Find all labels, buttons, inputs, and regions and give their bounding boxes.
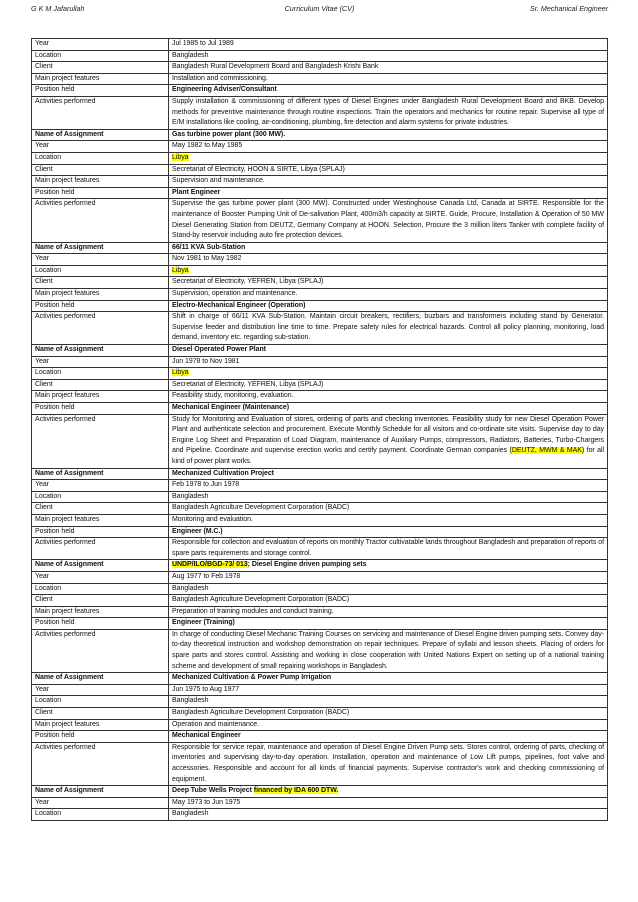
- row-label: Main project features: [32, 606, 169, 618]
- row-label: Position held: [32, 300, 169, 312]
- table-row: [32, 618, 608, 630]
- table-row: [32, 73, 608, 85]
- row-value: Mechanical Engineer: [169, 731, 608, 743]
- row-label: Name of Assignment: [32, 242, 169, 254]
- row-value: Plant Engineer: [169, 187, 608, 199]
- row-value: Secretariat of Electricity, YEFREN, Libya (SPLAJ): [169, 277, 608, 289]
- table-row: [32, 696, 608, 708]
- table-row: [32, 277, 608, 289]
- assignment-row: [32, 345, 608, 357]
- assignment-name-text: ; Diesel Engine driven pumping sets: [247, 561, 367, 569]
- page-header: [31, 4, 608, 16]
- row-label: Year: [32, 571, 169, 583]
- assignment-row: [32, 242, 608, 254]
- row-value: Operation and maintenance.: [169, 719, 608, 731]
- row-value: Bangladesh: [169, 50, 608, 62]
- row-value: Supervision and maintenance.: [169, 176, 608, 188]
- assignment-name: Mechanized Cultivation & Power Pump Irrigation: [169, 673, 608, 685]
- table-row: [32, 480, 608, 492]
- row-value: Mechanical Engineer (Maintenance): [169, 403, 608, 415]
- row-value: Bangladesh Rural Development Board and Bangladesh Krishi Bank: [169, 62, 608, 74]
- row-label: Name of Assignment: [32, 468, 169, 480]
- row-value: [169, 265, 608, 277]
- table-row: [32, 50, 608, 62]
- row-label: Position held: [32, 403, 169, 415]
- table-row: [32, 629, 608, 672]
- row-label: Activities performed: [32, 96, 169, 129]
- row-label: Client: [32, 164, 169, 176]
- row-value: Secretariat of Electricity, HOON & SIRTE, Libya (SPLAJ): [169, 164, 608, 176]
- row-label: Location: [32, 583, 169, 595]
- table-row: [32, 414, 608, 468]
- row-label: Name of Assignment: [32, 129, 169, 141]
- row-value: Jun 1978 to Nov 1981: [169, 356, 608, 368]
- table-row: [32, 187, 608, 199]
- table-row: [32, 595, 608, 607]
- table-row: [32, 368, 608, 380]
- row-label: Name of Assignment: [32, 673, 169, 685]
- assignment-row: [32, 468, 608, 480]
- row-value: [169, 414, 608, 468]
- table-row: [32, 719, 608, 731]
- row-value: Bangladesh: [169, 491, 608, 503]
- assignment-name: 66/11 KVA Sub-Station: [169, 242, 608, 254]
- row-label: Main project features: [32, 719, 169, 731]
- row-value: Shift in charge of 66/11 KVA Sub-Station. Maintain circuit breakers, rectifiers, buzbars and transformers including stand by Generator. Supervise feeder and distribution line time to time. Prepare safety rules for electrical hazards. Control all policy planning, monitoring, load demand, inventory etc. regarding sub-station.: [169, 312, 608, 345]
- row-value: May 1982 to May 1985: [169, 141, 608, 153]
- highlighted-location: Libya: [172, 153, 189, 161]
- assignment-row: [32, 129, 608, 141]
- assignment-name: Gas turbine power plant (300 MW).: [169, 129, 608, 141]
- row-label: Main project features: [32, 514, 169, 526]
- row-label: Location: [32, 491, 169, 503]
- row-label: Activities performed: [32, 538, 169, 560]
- row-value: Electro-Mechanical Engineer (Operation): [169, 300, 608, 312]
- table-row: [32, 141, 608, 153]
- assignment-name: [169, 786, 608, 798]
- row-label: Location: [32, 809, 169, 821]
- table-row: [32, 708, 608, 720]
- highlighted-companies: (DEUTZ, MWM & MAK): [509, 447, 585, 455]
- table-row: [32, 152, 608, 164]
- row-label: Activities performed: [32, 312, 169, 345]
- row-value: Engineer (M.C.): [169, 526, 608, 538]
- row-label: Year: [32, 39, 169, 51]
- table-row: [32, 254, 608, 266]
- row-label: Client: [32, 595, 169, 607]
- row-label: Client: [32, 503, 169, 515]
- row-label: Year: [32, 254, 169, 266]
- table-row: [32, 583, 608, 595]
- table-row: [32, 39, 608, 51]
- row-label: Activities performed: [32, 414, 169, 468]
- table-row: [32, 300, 608, 312]
- row-value: May 1973 to Jun 1975: [169, 797, 608, 809]
- row-label: Year: [32, 141, 169, 153]
- row-label: Client: [32, 62, 169, 74]
- row-value: Secretariat of Electricity, YEFREN, Libya (SPLAJ): [169, 379, 608, 391]
- row-value: Installation and commissioning.: [169, 73, 608, 85]
- row-label: Activities performed: [32, 742, 169, 785]
- row-label: Year: [32, 480, 169, 492]
- table-row: [32, 514, 608, 526]
- row-label: Main project features: [32, 289, 169, 301]
- row-value: Bangladesh: [169, 583, 608, 595]
- highlighted-location: Libya: [172, 369, 189, 377]
- table-row: [32, 176, 608, 188]
- row-label: Location: [32, 50, 169, 62]
- table-row: [32, 491, 608, 503]
- header-doc-title: Curriculum Vitae (CV): [284, 4, 355, 13]
- row-label: Name of Assignment: [32, 786, 169, 798]
- row-label: Name of Assignment: [32, 560, 169, 572]
- table-row: [32, 742, 608, 785]
- row-value: [169, 368, 608, 380]
- row-label: Activities performed: [32, 199, 169, 242]
- assignment-name: Diesel Operated Power Plant: [169, 345, 608, 357]
- row-value: [169, 152, 608, 164]
- row-label: Position held: [32, 731, 169, 743]
- table-row: [32, 289, 608, 301]
- row-value: Bangladesh: [169, 809, 608, 821]
- row-value: Bangladesh Agriculture Development Corporation (BADC): [169, 595, 608, 607]
- row-value: Feb 1978 to Jun 1978: [169, 480, 608, 492]
- row-value: Bangladesh Agriculture Development Corporation (BADC): [169, 708, 608, 720]
- table-row: [32, 797, 608, 809]
- row-label: Position held: [32, 618, 169, 630]
- row-label: Client: [32, 277, 169, 289]
- table-row: [32, 164, 608, 176]
- row-value: Feasibility study, monitoring, evaluation.: [169, 391, 608, 403]
- table-row: [32, 379, 608, 391]
- table-row: [32, 503, 608, 515]
- row-label: Year: [32, 356, 169, 368]
- row-value: Engineering Adviser/Consultant: [169, 85, 608, 97]
- row-label: Client: [32, 708, 169, 720]
- row-value: Monitoring and evaluation.: [169, 514, 608, 526]
- row-label: Main project features: [32, 391, 169, 403]
- row-label: Position held: [32, 85, 169, 97]
- table-row: [32, 526, 608, 538]
- table-row: [32, 571, 608, 583]
- row-value: Aug 1977 to Feb 1978: [169, 571, 608, 583]
- row-label: Location: [32, 696, 169, 708]
- row-value: Responsible for collection and evaluation of reports on monthly Tractor cultivatable lands throughout Bangladesh and preparation of reports of spare parts requirements and storage control.: [169, 538, 608, 560]
- row-label: Location: [32, 368, 169, 380]
- row-value: Supply installation & commissioning of different types of Diesel Engines under Bangladesh Rural Development Board and BKB. Develop methods for preventive maintenance through routine inspections. Train the operators and mechanics for routine repair. Supervise all type of E/M installations like cooling, air-conditioning, plumbing, fire detection and alarm systems for private industries.: [169, 96, 608, 129]
- row-label: Location: [32, 152, 169, 164]
- row-label: Main project features: [32, 176, 169, 188]
- assignment-name: [169, 560, 608, 572]
- row-value: Nov 1981 to May 1982: [169, 254, 608, 266]
- highlighted-location: Libya: [172, 266, 189, 274]
- row-label: Client: [32, 379, 169, 391]
- activities-text: for all kind of power plant works.: [172, 447, 605, 465]
- assignments-table: [31, 38, 608, 821]
- assignment-row: [32, 560, 608, 572]
- table-row: [32, 85, 608, 97]
- table-row: [32, 62, 608, 74]
- row-value: Supervise the gas turbine power plant (300 MW). Constructed under Westinghouse Canada Ltd, Canada at SIRTE. Responsible for the maintenance of Booster Pumping Unit of De-salivation Plant, 400m3/h capacity at SIRTE. Guide, Procure, Installation & Operation of 50 MW Diesel Generating Station from DEUTZ, Germany Company at HOON. Selection, Procure the 3 million liters Tanker with complete facility of Stand-by reservoir including auto fire protection devices.: [169, 199, 608, 242]
- row-value: Bangladesh Agriculture Development Corporation (BADC): [169, 503, 608, 515]
- highlighted-financing: financed by IDA 600 DTW.: [253, 787, 339, 795]
- row-label: Position held: [32, 187, 169, 199]
- assignment-name: Mechanized Cultivation Project: [169, 468, 608, 480]
- table-row: [32, 391, 608, 403]
- table-row: [32, 199, 608, 242]
- row-value: Responsible for service repair, maintenance and operation of Diesel Engine Driven Pump sets. Stores control, ordering of parts, checking of inventories and supervising day-to-day operation. Installation, operation and maintenance of Low Lift pumps, pipelines, foot valve and accessories. Responsible and account for all kinds of financial payments. Supervise contractor's work and checking commissioning of equipment.: [169, 742, 608, 785]
- row-value: In charge of conducting Diesel Mechanic Training Courses on servicing and maintenance of Diesel Engine driven pumping sets. Convey day-to-day theoretical instruction and workshop demonstration on repair techniques. Prepare of syllabi and lesson sheets. Placing of orders for spare parts and stores control. Assisting and working in close cooperation with United Nations Expert on setting up of a national training scheme and development of small repairing workshops in Bangladesh.: [169, 629, 608, 672]
- header-job-title: Sr. Mechanical Engineer: [529, 4, 608, 13]
- table-row: [32, 96, 608, 129]
- activities-text: Study for Monitoring and Evaluation of stores, ordering of parts and checking inventories. Feasibility study for new Diesel Operation Power Plant and authenticate selection and procurement. Execute Monthly Schedule for all visitors and co-ordinate site visits. Supervise day to day Engine Log Sheet and Preparation of Load Diagram, maintenance of Auxiliary Pumps, compressors, Radiators, Batteries, Turbo-Chargers and Pipeline. Coordinate and supervise erection works and certify payment. Coordinate German companies: [172, 415, 604, 455]
- header-author: G K M Jafarullah: [31, 4, 85, 13]
- row-label: Year: [32, 797, 169, 809]
- row-label: Year: [32, 684, 169, 696]
- table-row: [32, 606, 608, 618]
- row-value: Engineer (Training): [169, 618, 608, 630]
- row-value: Bangladesh: [169, 696, 608, 708]
- table-row: [32, 265, 608, 277]
- assignment-row: [32, 786, 608, 798]
- row-value: Jun 1975 to Aug 1977: [169, 684, 608, 696]
- table-row: [32, 809, 608, 821]
- table-row: [32, 356, 608, 368]
- row-value: Supervision, operation and maintenance.: [169, 289, 608, 301]
- row-label: Name of Assignment: [32, 345, 169, 357]
- row-value: Preparation of training modules and conduct training.: [169, 606, 608, 618]
- assignment-name-text: Deep Tube Wells Project: [172, 787, 254, 795]
- row-label: Position held: [32, 526, 169, 538]
- row-label: Location: [32, 265, 169, 277]
- table-row: [32, 403, 608, 415]
- table-row: [32, 312, 608, 345]
- row-value: Jul 1985 to Jul 1989: [169, 39, 608, 51]
- table-row: [32, 731, 608, 743]
- table-row: [32, 538, 608, 560]
- highlighted-project-code: UNDP/ILO/BGD-73/ 013: [172, 561, 248, 569]
- row-label: Main project features: [32, 73, 169, 85]
- table-row: [32, 684, 608, 696]
- assignment-row: [32, 673, 608, 685]
- row-label: Activities performed: [32, 629, 169, 672]
